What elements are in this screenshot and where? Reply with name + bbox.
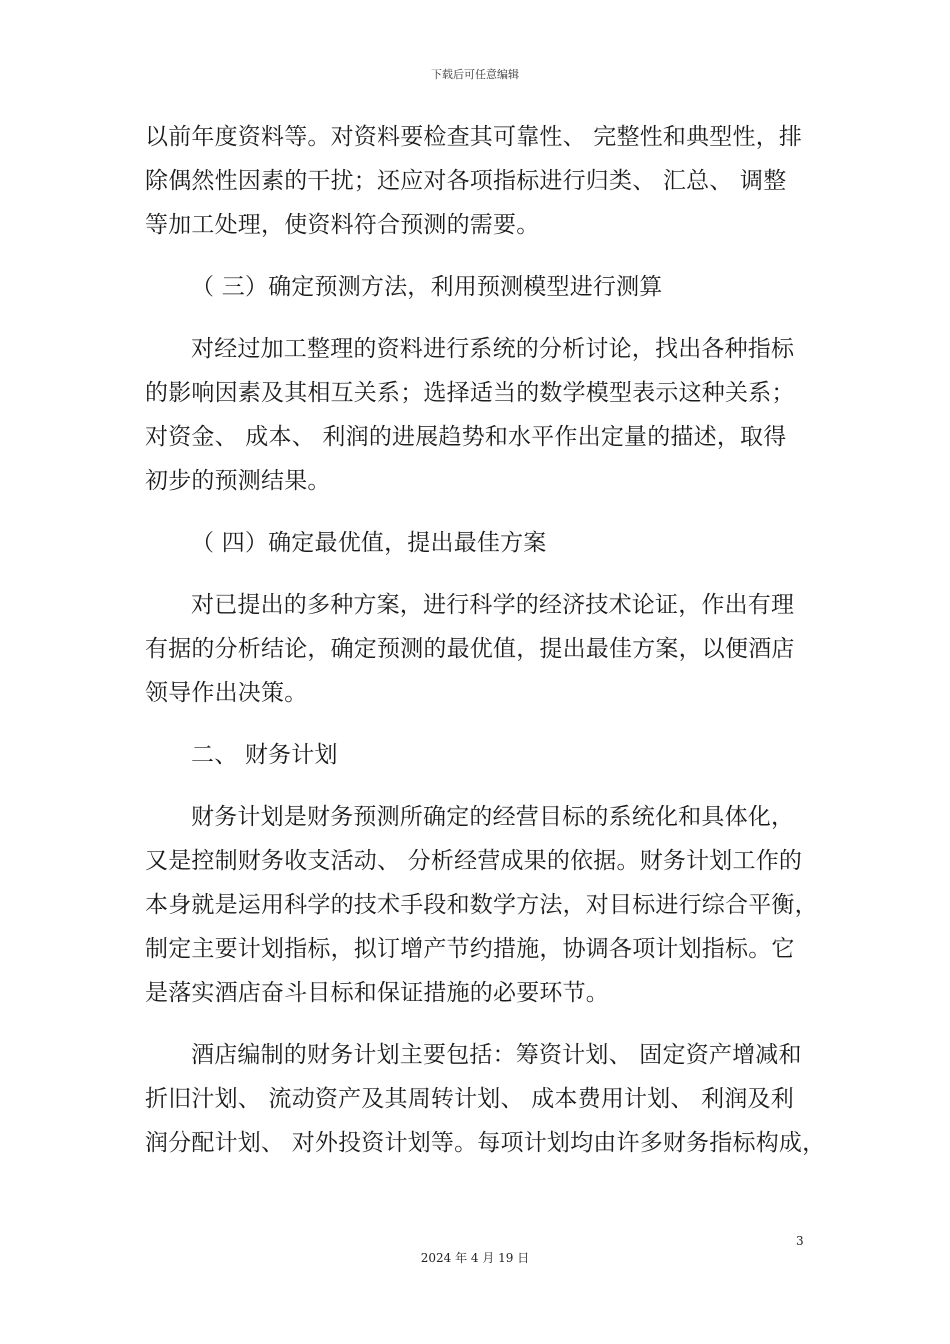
paragraph-line: 等加工处理，使资料符合预测的需要。 bbox=[145, 212, 540, 238]
subheading-three: （ 三）确定预测方法，利用预测模型进行测算 bbox=[191, 274, 663, 300]
paragraph-line: 以前年度资料等。对资料要检查其可靠性、 完整性和典型性，排 bbox=[145, 124, 803, 150]
subheading-four: （ 四）确定最优值，提出最佳方案 bbox=[191, 530, 547, 556]
section-heading: 二、 财务计划 bbox=[191, 742, 338, 768]
paragraph-line: 财务计划是财务预测所确定的经营目标的系统化和具体化， bbox=[191, 804, 795, 830]
page-number: 3 bbox=[796, 1234, 804, 1248]
document-body bbox=[145, 115, 826, 1165]
paragraph-line: 本身就是运用科学的技术手段和数学方法，对目标进行综合平衡， bbox=[145, 892, 818, 918]
paragraph-line: 有据的分析结论，确定预测的最优值，提出最佳方案，以便酒店 bbox=[145, 636, 795, 662]
paragraph-line: 酒店编制的财务计划主要包括：筹资计划、 固定资产增减和 bbox=[191, 1042, 802, 1068]
paragraph-line: 折旧汁划、 流动资产及其周转计划、 成本费用计划、 利润及利 bbox=[145, 1086, 794, 1112]
paragraph-line: 对已提出的多种方案，进行科学的经济技术论证，作出有理 bbox=[191, 592, 795, 618]
footer-date: 2024 年 4 月 19 日 bbox=[420, 1251, 530, 1265]
paragraph-line: 除偶然性因素的干扰；还应对各项指标进行归类、 汇总、 调整 bbox=[145, 168, 787, 194]
paragraph-line: 制定主要计划指标，拟订增产节约措施，协调各项计划指标。它 bbox=[145, 936, 795, 962]
paragraph-line: 初步的预测结果。 bbox=[145, 468, 331, 494]
paragraph-line: 又是控制财务收支活动、 分析经营成果的依据。财务计划工作的 bbox=[145, 848, 803, 874]
header-note: 下载后可任意编辑 bbox=[431, 68, 519, 81]
paragraph-line: 是落实酒店奋斗目标和保证措施的必要环节。 bbox=[145, 980, 609, 1006]
paragraph-line: 对资金、 成本、 利润的进展趋势和水平作出定量的描述，取得 bbox=[145, 424, 787, 450]
paragraph-line: 的影响因素及其相互关系；选择适当的数学模型表示这种关系； bbox=[145, 380, 795, 406]
paragraph-line: 领导作出决策。 bbox=[145, 680, 308, 706]
paragraph-line: 润分配计划、 对外投资计划等。每项计划均由许多财务指标构成， bbox=[145, 1130, 826, 1156]
paragraph-line: 对经过加工整理的资料进行系统的分析讨论，找出各种指标 bbox=[191, 336, 795, 362]
